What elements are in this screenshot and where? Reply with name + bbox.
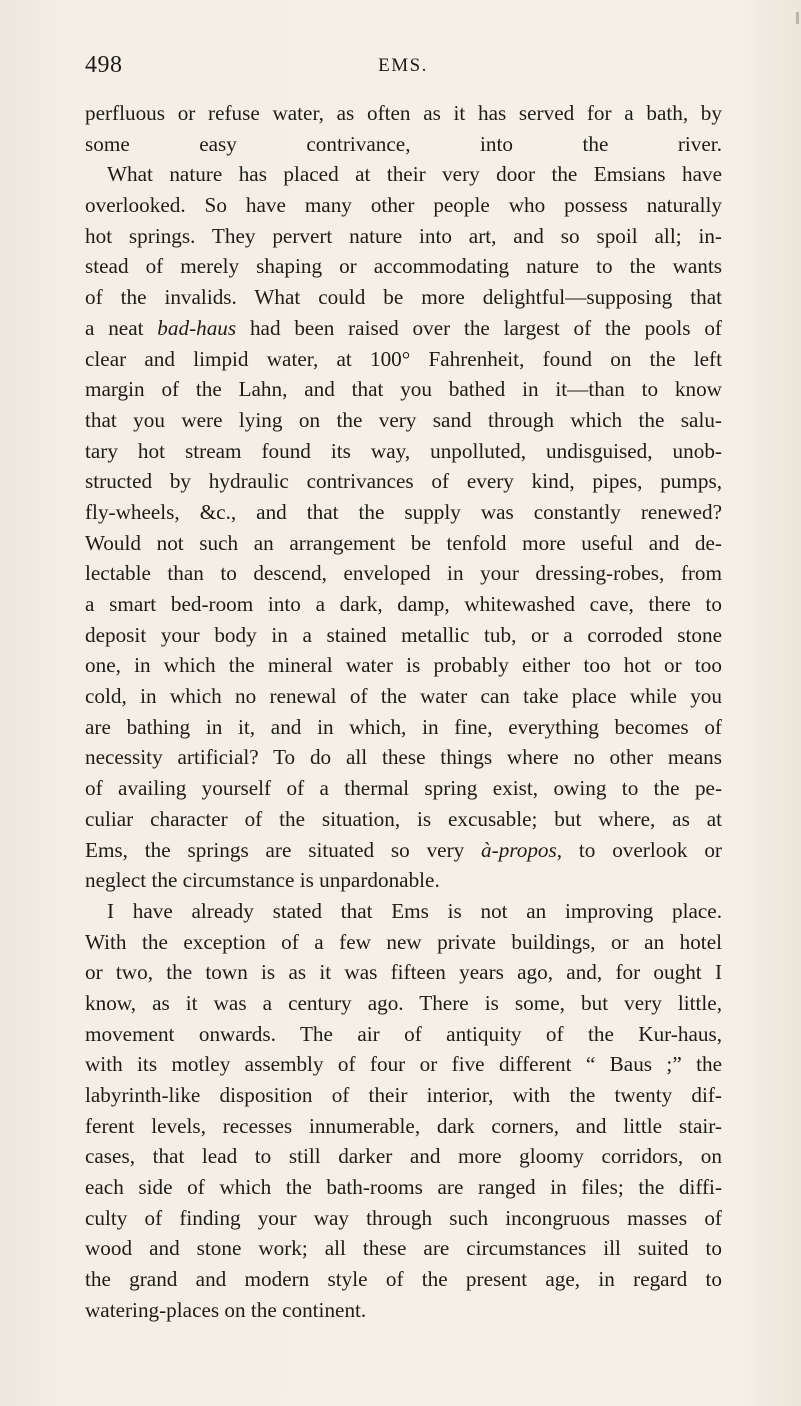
text-line: of availing yourself of a thermal spring exist, owing to the pe- — [85, 776, 722, 801]
text-line: culiar character of the situation, is excusable; but where, as at — [85, 806, 722, 831]
text-line: labyrinth-like disposition of their interior, with the twenty dif- — [85, 1083, 722, 1107]
text-line: movement onwards. The air of antiquity of the Kur-haus, — [85, 1021, 722, 1046]
text-line: with its motley assembly of four or five different “ Baus ;” the — [85, 1052, 722, 1077]
text-line: necessity artificial? To do all these things where no other means — [85, 745, 722, 770]
text-line — [85, 313, 722, 344]
text-line: watering-places on the continent. — [85, 1297, 367, 1322]
text-line: Would not such an arrangement be tenfold more useful and de- — [85, 530, 722, 555]
text-line: lectable than to descend, enveloped in your dressing-robes, from — [85, 561, 722, 586]
text-line: structed by hydraulic contrivances of every kind, pipes, pumps, — [85, 469, 722, 494]
text-line: perfluous or refuse water, as often as it has served for a bath, by — [85, 101, 722, 125]
text-segment: a neat — [85, 315, 158, 340]
body-text — [85, 98, 722, 1326]
text-line: one, in which the mineral water is probably either too hot or too — [85, 653, 722, 678]
margin-mark — [796, 12, 799, 24]
italic-term: bad-haus — [157, 315, 237, 340]
text-line: I have already stated that Ems is not an improving place. — [107, 898, 722, 923]
text-line: neglect the circumstance is unpardonable. — [85, 868, 440, 893]
text-line: cases, that lead to still darker and more gloomy corridors, on — [85, 1144, 722, 1169]
text-segment: had been raised over the largest of the pools of — [236, 315, 722, 340]
text-line: wood and stone work; all these are circumstances ill suited to — [85, 1236, 722, 1261]
text-line: deposit your body in a stained metallic tub, or a corroded stone — [85, 622, 722, 647]
text-line: What nature has placed at their very door the Emsians have — [107, 162, 722, 187]
text-line: a smart bed-room into a dark, damp, whitewashed cave, there to — [85, 592, 722, 616]
text-line: are bathing in it, and in which, in fine, everything becomes of — [85, 714, 722, 739]
text-line: cold, in which no renewal of the water can take place while you — [85, 684, 722, 709]
text-line: fly-wheels, &c., and that the supply was constantly renewed? — [85, 499, 722, 524]
text-line: of the invalids. What could be more delightful—supposing that — [85, 285, 722, 310]
running-head: EMS. — [378, 55, 428, 76]
text-line: that you were lying on the very sand through which the salu- — [85, 407, 722, 432]
text-line: some easy contrivance, into the river. — [85, 131, 722, 156]
italic-term: à-propos — [481, 837, 557, 862]
text-line: tary hot stream found its way, unpolluted, undisguised, unob- — [85, 438, 722, 463]
text-line: the grand and modern style of the present age, in regard to — [85, 1267, 722, 1292]
text-line: hot springs. They pervert nature into art, and so spoil all; in- — [85, 223, 722, 248]
text-line: overlooked. So have many other people who possess naturally — [85, 193, 722, 218]
text-line: each side of which the bath-rooms are ranged in files; the diffi- — [85, 1175, 722, 1200]
text-segment: , to overlook or — [556, 837, 722, 862]
text-line: margin of the Lahn, and that you bathed in it—than to know — [85, 377, 722, 402]
text-line: or two, the town is as it was fifteen years ago, and, for ought I — [85, 960, 722, 985]
text-line: With the exception of a few new private buildings, or an hotel — [85, 929, 722, 954]
text-line: ferent levels, recesses innumerable, dark corners, and little stair- — [85, 1113, 722, 1138]
text-line: stead of merely shaping or accommodating nature to the wants — [85, 254, 722, 279]
page-number: 498 — [85, 52, 123, 78]
text-line: culty of finding your way through such incongruous masses of — [85, 1205, 722, 1230]
page-header — [85, 52, 721, 82]
text-segment: Ems, the springs are situated so very — [85, 837, 482, 862]
text-line — [85, 835, 722, 866]
text-line: know, as it was a century ago. There is some, but very little, — [85, 990, 722, 1015]
text-line: clear and limpid water, at 100° Fahrenheit, found on the left — [85, 346, 722, 371]
